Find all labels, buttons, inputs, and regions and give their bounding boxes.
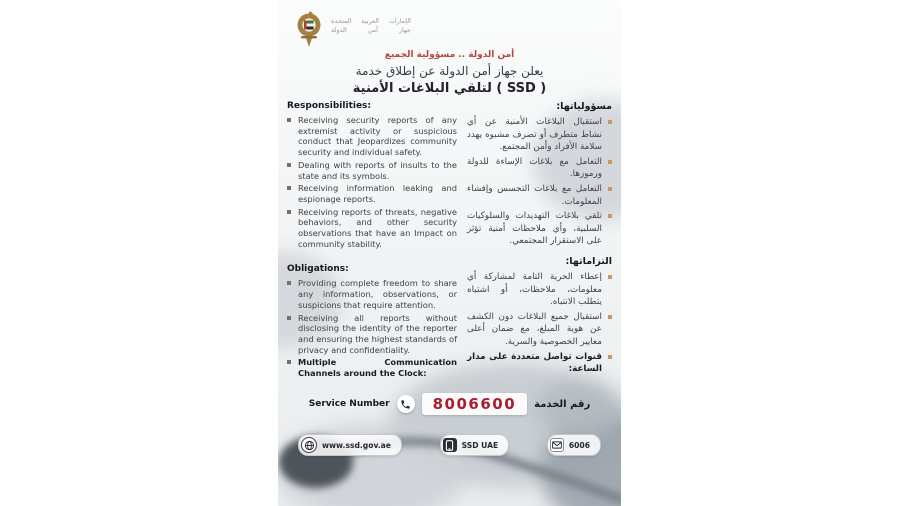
website-pill [298,434,402,456]
bullet-square-icon [608,214,612,218]
service-number-label-ar: رقم الخدمة [534,398,591,410]
sms-pill [547,434,601,456]
list-item [287,357,457,378]
list-item [287,160,457,181]
bullet-square-icon [287,316,291,320]
list-item-text: Multiple Communication Channels around the Clock: [298,357,457,379]
bullet-square-icon [608,187,612,191]
list-item [287,115,457,158]
responsibilities-title-ar: مسؤولياتها: [556,101,612,112]
service-number-label-en: Service Number [308,399,390,409]
red-tagline: أمن الدولة .. مسؤولية الجميع [384,50,515,60]
bullet-square-icon [608,275,612,279]
list-item [467,116,612,154]
app-name: SSD UAE [461,440,499,450]
list-item-text: Providing complete freedom to share any information, observations, or suspicions that require attention. [298,278,457,310]
arabic-column [467,101,612,381]
bullet-square-icon [287,118,291,122]
uae-falcon-emblem-icon [294,10,324,48]
contact-channels-row [278,434,621,456]
globe-icon [301,437,317,453]
list-item-text: Receiving security reports of any extremist activity or suspicious conduct that Jeopardizes community security and individual safety. [298,115,457,158]
list-item-text: تلقي بلاغات التهديدات والسلوكيات السلبية، وأي ملاحظات أمنية تؤثر على الاستقرار المجتمعي. [467,211,602,247]
bullet-square-icon [608,120,612,124]
list-item [287,183,457,204]
service-title-line: ( SSD ) لتلقي البلاغات الأمنية [352,81,547,96]
list-item [467,183,612,208]
list-item-text: استقبال جميع البلاغات دون الكشف عن هوية المبلغ، مع ضمان أعلى معايير الخصوصية والسرية. [467,311,602,347]
sms-number: 6006 [568,440,590,450]
list-item [287,207,457,250]
bullet-square-icon [287,281,291,285]
website-url: www.ssd.gov.ae [322,440,391,450]
org-name-line2: جهاز أمن الدولة [331,26,411,34]
mobile-app-pill [440,434,510,456]
bullet-square-icon [608,160,612,164]
list-item-text: Receiving information leaking and espionage reports. [298,183,457,204]
service-number-value: 8006600 [422,393,528,415]
list-item-text: قنوات تواصل متعددة على مدار الساعة: [467,351,602,375]
english-column [287,101,457,381]
list-item-text: Dealing with reports of insults to the state and its symbols. [298,159,457,181]
list-item [467,271,612,309]
list-item-text: استقبال البلاغات الأمنية عن أي نشاط متطرف أو تصرف مشبوه يهدد سلامة الأفراد وأمن المجتمع. [467,117,602,153]
bullet-square-icon [287,186,291,190]
responsibilities-title-en: Responsibilities: [287,101,372,111]
org-name-text [331,17,411,35]
list-item [287,278,457,310]
list-item [467,156,612,181]
smartphone-icon [443,438,457,452]
obligations-title-ar: التزاماتها: [565,255,612,267]
announcement-line: يعلن جهاز أمن الدولة عن إطلاق خدمة [355,64,544,78]
list-item-text: التعامل مع بلاغات التجسس وإفشاء المعلومات. [467,183,602,207]
bullet-square-icon [287,360,291,364]
list-item-text: التعامل مع بلاغات الإساءة للدولة ورموزها. [467,156,602,180]
list-item [467,210,612,248]
content-columns [287,101,612,381]
list-item-text: Receiving all reports without disclosing the identity of the reporter and ensuring the highest standards of privacy and confidentiality. [298,312,457,355]
bullet-square-icon [608,355,612,359]
list-item [467,311,612,349]
list-item [287,313,457,356]
org-logo-block [294,10,411,48]
service-number-row [278,393,621,415]
list-item-text: Receiving reports of threats, negative behaviors, and other security observations that have an Impact on community stability. [298,206,457,249]
list-item [467,351,612,376]
obligations-title-en: Obligations: [287,264,349,275]
announcement-poster [278,0,621,506]
list-item-text: إعطاء الحرية التامة لمشاركة أي معلومات، ملاحظات، أو اشتباه يتطلب الانتباه. [467,271,602,308]
envelope-icon [550,438,564,452]
org-name-line1: الإمارات العربية المتحدة [331,17,411,25]
bullet-square-icon [287,210,291,214]
obligations-block-ar [467,256,612,376]
bullet-square-icon [608,315,612,319]
phone-handset-icon [397,395,415,413]
obligations-block-en [287,264,457,378]
bullet-square-icon [287,163,291,167]
